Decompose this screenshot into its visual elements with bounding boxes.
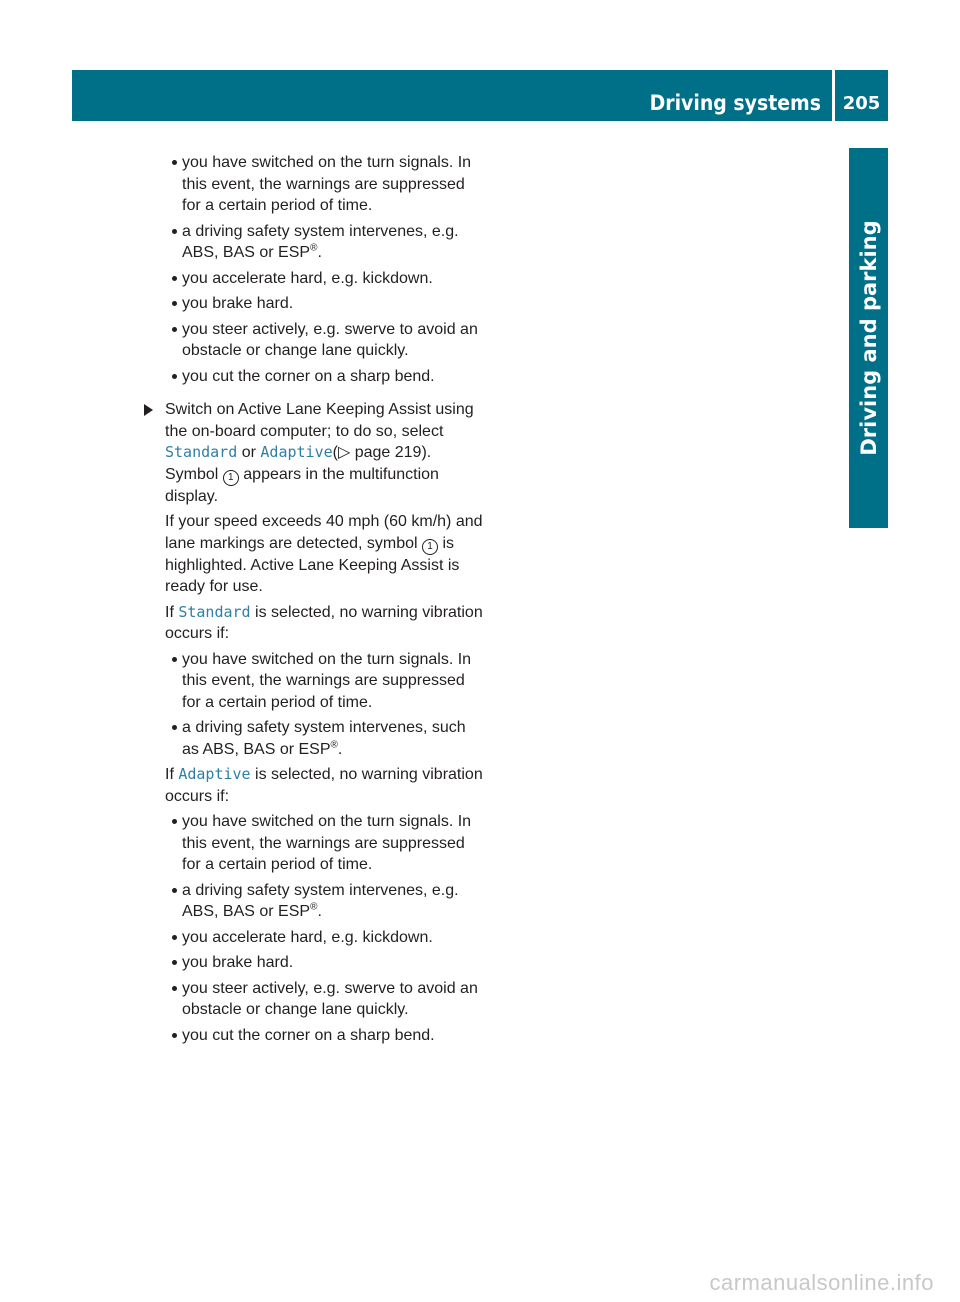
- list-item: you accelerate hard, e.g. kickdown.: [140, 268, 485, 290]
- list-item: you cut the corner on a sharp bend.: [140, 366, 485, 388]
- watermark-text: carmanualsonline.info: [709, 1270, 934, 1295]
- speed-paragraph: If your speed exceeds 40 mph (60 km/h) and lane markings are detected, symbol 1 is highlighted. Active Lane Keeping Assist is ready for use.: [165, 513, 483, 595]
- list-item: you have switched on the turn signals. In this event, the warnings are suppressed for a certain period of time.: [140, 811, 485, 876]
- list-item: you brake hard.: [140, 293, 485, 315]
- side-chapter-label: Driving and parking: [856, 220, 881, 456]
- list-item: a driving safety system intervenes, such as ABS, BAS or ESP®.: [140, 717, 485, 760]
- list-item: you have switched on the turn signals. In this event, the warnings are suppressed for a certain period of time.: [140, 649, 485, 714]
- main-content: [140, 152, 485, 1050]
- step-arrow-icon: [144, 404, 153, 416]
- list-item: you cut the corner on a sharp bend.: [140, 1025, 485, 1047]
- section-title: Driving systems: [649, 91, 821, 115]
- page-reference: (▷ page 219).: [332, 444, 432, 461]
- list-item: you have switched on the turn signals. In this event, the warnings are suppressed for a certain period of time.: [140, 152, 485, 217]
- page-number-box: [835, 70, 888, 121]
- list-item: a driving safety system intervenes, e.g. ABS, BAS or ESP®.: [140, 221, 485, 264]
- instruction-step: Switch on Active Lane Keeping Assist using the on-board computer; to do so, select Standard or Adaptive(▷ page 219). Symbol 1 appears in the multifunction display.: [140, 399, 485, 507]
- code-adaptive: Adaptive: [178, 765, 251, 783]
- code-standard: Standard: [178, 602, 251, 621]
- adaptive-paragraph: If Adaptive is selected, no warning vibration occurs if:: [165, 765, 483, 805]
- circled-number-icon: 1: [223, 470, 239, 486]
- list-item: a driving safety system intervenes, e.g. ABS, BAS or ESP®.: [140, 880, 485, 923]
- circled-number-icon: 1: [422, 539, 438, 555]
- page-number: 205: [842, 93, 881, 114]
- side-tab-square: [849, 479, 888, 528]
- list-item: you steer actively, e.g. swerve to avoid an obstacle or change lane quickly.: [140, 978, 485, 1021]
- code-adaptive: Adaptive: [260, 443, 333, 461]
- list-item: you steer actively, e.g. swerve to avoid an obstacle or change lane quickly.: [140, 319, 485, 362]
- side-chapter-tab: [849, 148, 888, 528]
- code-standard: Standard: [165, 443, 238, 461]
- section-header-bar: [72, 70, 832, 121]
- list-item: you accelerate hard, e.g. kickdown.: [140, 927, 485, 949]
- standard-paragraph: If Standard is selected, no warning vibration occurs if:: [165, 602, 483, 642]
- list-item: you brake hard.: [140, 952, 485, 974]
